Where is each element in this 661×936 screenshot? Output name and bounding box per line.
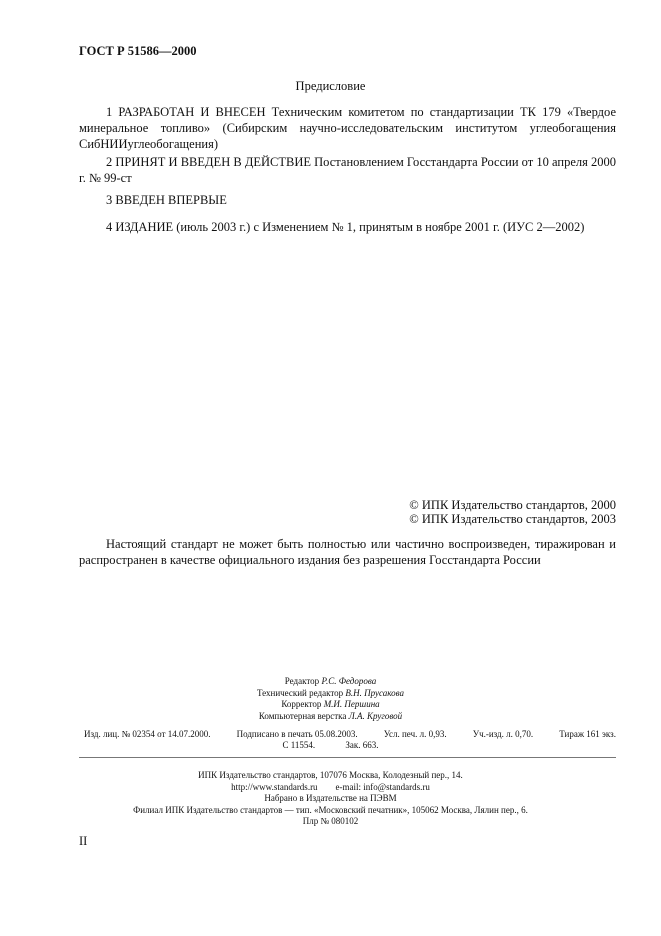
copyright-line-2000: © ИПК Издательство стандартов, 2000 xyxy=(409,498,616,512)
imprint-block xyxy=(0,770,661,828)
credit-label: Технический редактор xyxy=(256,687,344,698)
credit-name: В.Н. Прусакова xyxy=(345,687,405,698)
credits-block xyxy=(0,676,661,722)
separator-line xyxy=(79,757,616,758)
circulation-info: Тираж 161 экз. xyxy=(559,729,616,739)
c-number-info: С 11554. xyxy=(282,740,316,750)
signed-info: Подписано в печать 05.08.2003. xyxy=(236,729,358,739)
credit-name: Л.А. Круговой xyxy=(348,710,403,721)
preface-item-2: 2 ПРИНЯТ И ВВЕДЕН В ДЕЙСТВИЕ Постановлением Госстандарта России от 10 апреля 2000 г. № 99-ст xyxy=(79,155,616,185)
pub-sheets-info: Уч.-изд. л. 0,70. xyxy=(472,729,534,739)
credit-proofreader xyxy=(0,699,661,711)
imprint-line-typeset: Набрано в Издательстве на ПЭВМ xyxy=(264,793,397,803)
preface-item-1: 1 РАЗРАБОТАН И ВНЕСЕН Техническим комитетом по стандартизации ТК 179 «Твердое минеральное топливо» (Сибирским научно-исследовательским институтом углеобогащения СибНИИуглеобогащения) xyxy=(79,105,616,151)
copyright-line-2003: © ИПК Издательство стандартов, 2003 xyxy=(409,512,616,526)
credit-layout xyxy=(0,711,661,723)
publication-info-row-2 xyxy=(0,740,661,750)
credit-editor xyxy=(0,676,661,688)
publication-info-row-1 xyxy=(84,729,616,739)
standard-code-header: ГОСТ Р 51586—2000 xyxy=(79,44,197,58)
credit-label: Редактор xyxy=(284,676,320,686)
credit-label: Корректор xyxy=(281,699,322,709)
credit-tech-editor xyxy=(0,688,661,700)
preface-item-3: 3 ВВЕДЕН ВПЕРВЫЕ xyxy=(106,193,227,207)
imprint-line-printer: Филиал ИПК Издательство стандартов — тип. «Московский печатник», 105062 Москва, Лялин пер., 6. xyxy=(133,804,528,815)
reproduction-notice: Настоящий стандарт не может быть полностью или частично воспроизведен, тиражирован и распространен в качестве официального издания без разрешения Госстандарта России xyxy=(79,537,616,567)
credit-name: Р.С. Федорова xyxy=(321,676,377,686)
page-number: II xyxy=(79,834,88,848)
order-info: Зак. 663. xyxy=(345,740,379,750)
credit-label: Компьютерная верстка xyxy=(258,710,347,721)
license-info: Изд. лиц. № 02354 от 14.07.2000. xyxy=(84,729,211,739)
imprint-line-web: http://www.standards.ru e-mail: info@standards.ru xyxy=(231,781,430,792)
credit-name: М.И. Першина xyxy=(323,699,380,709)
imprint-line-plr: Плр № 080102 xyxy=(302,816,359,826)
print-sheets-info: Усл. печ. л. 0,93. xyxy=(383,729,447,739)
preface-item-4: 4 ИЗДАНИЕ (июль 2003 г.) с Изменением № 1, принятым в ноябре 2001 г. (ИУС 2—2002) xyxy=(106,220,585,234)
imprint-line-address: ИПК Издательство стандартов, 107076 Москва, Колодезный пер., 14. xyxy=(198,770,463,780)
preface-title: Предисловие xyxy=(295,79,366,93)
